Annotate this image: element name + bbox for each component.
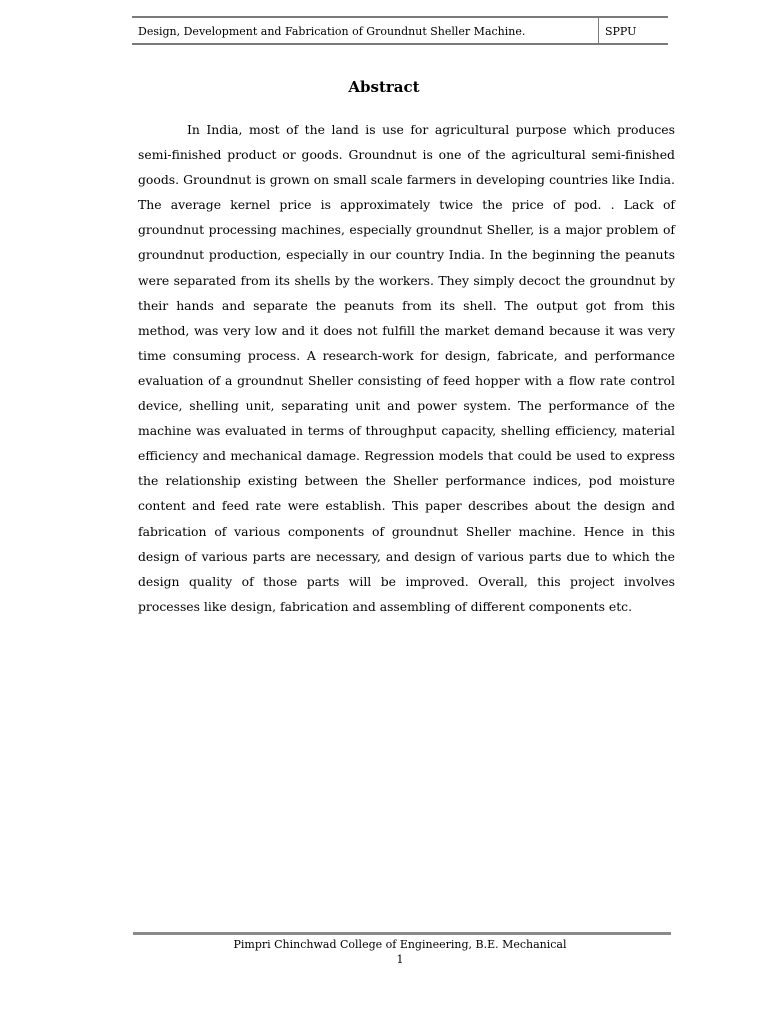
footer-rule (133, 932, 671, 935)
header-document-title: Design, Development and Fabrication of Groundnut Sheller Machine. (138, 25, 526, 38)
section-heading: Abstract (348, 78, 420, 96)
page-number: 1 (396, 953, 404, 966)
page-header (132, 16, 668, 45)
header-divider (598, 18, 599, 43)
footer-institution: Pimpri Chinchwad College of Engineering, B.E. Mechanical (233, 938, 567, 951)
header-organization: SPPU (605, 25, 637, 38)
abstract-paragraph: In India, most of the land is use for agricultural purpose which produces semi-finished product or goods. Groundnut is one of the agricultural semi-finished goods. Groundnut is grown on small scale farmers in developing countries like India. The average kernel price is approximately twice the price of pod. . Lack of groundnut processing machines, especially groundnut Sheller, is a major problem of groundnut production, especially in our country India. In the beginning the peanuts were separated from its shells by the workers. They simply decoct the groundnut by their hands and separate the peanuts from its shell. The output got from this method, was very low and it does not fulfill the market demand because it was very time consuming process. A research-work for design, fabricate, and performance evaluation of a groundnut Sheller consisting of feed hopper with a flow rate control device, shelling unit, separating unit and power system. The performance of the machine was evaluated in terms of throughput capacity, shelling efficiency, material efficiency and mechanical damage. Regression models that could be used to express the relationship existing between the Sheller performance indices, pod moisture content and feed rate were establish. This paper describes about the design and fabrication of various components of groundnut Sheller machine. Hence in this design of various parts are necessary, and design of various parts due to which the design quality of those parts will be improved. Overall, this project involves processes like design, fabrication and assembling of different components etc. (138, 122, 675, 614)
